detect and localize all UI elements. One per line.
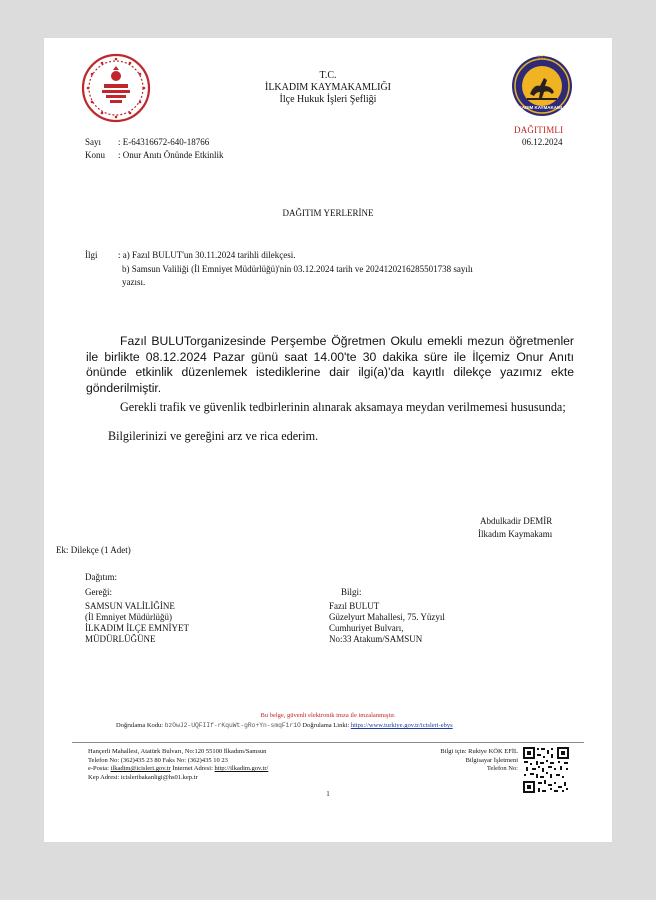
bilgi-line: Cumhuriyet Bulvarı,	[329, 623, 404, 633]
bilgi-label: Bilgi:	[341, 587, 362, 597]
distribution-heading: Dağıtım:	[85, 572, 117, 582]
signature-block	[478, 516, 552, 540]
verification-code: bzOwJ2-UQFIIf-rKquWt-gRo+Yn-smqF1r1O	[164, 722, 301, 729]
kep-address: icisleribakanligi@hs01.kep.tr	[120, 773, 198, 781]
body-paragraph-3: Bilgilerinizi ve gereğini arz ve rica ederim.	[108, 429, 319, 443]
distribution-title: DAĞITIM YERLERİNE	[282, 208, 374, 218]
qr-code-icon	[522, 746, 570, 794]
gerekli-line: İLKADIM İLÇE EMNİYET	[85, 623, 189, 633]
footer-divider	[72, 742, 584, 743]
footer-kep	[88, 774, 268, 783]
header-institution: İLKADIM KAYMAKAMLIĞI	[264, 82, 391, 93]
ilgi-b-line2: yazısı.	[122, 277, 146, 287]
footer-email-web	[88, 765, 268, 774]
email-label: e-Posta:	[88, 765, 109, 772]
signer-title: İlkadım Kaymakamı	[478, 529, 553, 539]
ilgi-b-line1: b) Samsun Valiliği (İl Emniyet Müdürlüğü)'nin 03.12.2024 tarih ve 2024120216285501738 sayılı	[122, 264, 473, 274]
gerekli-label: Gereği:	[85, 587, 112, 597]
logo-top-text: T.C.	[537, 55, 547, 61]
page-number: 1	[326, 790, 330, 798]
ilgi-label: İlgi	[85, 250, 98, 260]
verification-link-label: Doğrulama Linki:	[302, 722, 350, 729]
gerekli-list	[85, 601, 189, 645]
konu-value: : Onur Anıtı Önünde Etkinlik	[118, 150, 224, 160]
web-link[interactable]: http://ilkadim.gov.tr/	[214, 765, 269, 772]
kep-label: Kep Adresi:	[88, 773, 120, 781]
bilgi-line: No:33 Atakum/SAMSUN	[329, 634, 423, 644]
verification-link[interactable]: https://www.turkiye.gov.tr/icisleri-ebys	[350, 722, 453, 729]
footer-contact	[88, 748, 268, 782]
bilgi-line: Güzelyurt Mahallesi, 75. Yüzyıl	[329, 612, 445, 622]
konu-label: Konu	[85, 150, 105, 160]
gerekli-line: (İl Emniyet Müdürlüğü)	[85, 612, 172, 622]
logo-ring-text: İLKADIM KAYMAKAMLIĞI	[514, 105, 570, 110]
info-contact: Bilgi için: Rukiye KÖK EFİL	[440, 748, 518, 755]
verification-line	[116, 722, 453, 731]
gerekli-line: SAMSUN VALİLİĞİNE	[85, 601, 175, 611]
footer-phone: Telefon No: (362)435 23 80 Faks No: (362)435 10 23	[88, 756, 228, 764]
bilgi-line: Fazıl BULUT	[329, 601, 380, 611]
footer-info	[420, 748, 518, 774]
attachment-line: Ek: Dilekçe (1 Adet)	[56, 545, 131, 555]
footer-address: Hançerli Mahallesi, Atatürk Bulvarı, No:120 55100 İlkadım/Samsun	[88, 748, 267, 755]
bilgi-list	[329, 601, 445, 645]
sayi-value: : E-64316672-640-18766	[118, 137, 210, 147]
body-paragraph-2: Gerekli trafik ve güvenlik tedbirlerinin alınarak aksamaya meydan verilmemesi hususunda;	[120, 400, 566, 414]
document-date: 06.12.2024	[522, 137, 563, 147]
gerekli-line: MÜDÜRLÜĞÜNE	[85, 634, 156, 644]
email-link[interactable]: ilkadim@icisleri.gov.tr	[110, 765, 171, 772]
signer-name: Abdulkadir DEMİR	[480, 516, 553, 526]
info-phone: Telefon No:	[486, 765, 518, 772]
district-governorship-logo-icon	[510, 54, 574, 118]
esign-notice: Bu belge, güvenli elektronik imza ile imzalanmıştır.	[260, 712, 396, 719]
header-tc: T.C.	[319, 70, 337, 81]
info-unit: Bilgisayar İşletmeni	[465, 756, 518, 764]
header-unit: İlçe Hukuk İşleri Şefliği	[279, 94, 377, 105]
ministry-emblem-icon	[80, 52, 152, 124]
ilgi-a: : a) Fazıl BULUT'un 30.11.2024 tarihli dilekçesi.	[118, 250, 296, 260]
web-label: İnternet Adresi:	[172, 765, 213, 772]
distribution-stamp: DAĞITIMLI	[514, 125, 564, 135]
sayi-label: Sayı	[85, 137, 102, 147]
body-paragraph-1: Fazıl BULUTorganizesinde Perşembe Öğretmen Okulu emekli mezun öğretmenler ile birlikte 08.12.2024 Pazar günü saat 14.00'te 30 dakika süre ile İlçemiz Onur Anıtı önünde etkinlik düzenlemek istediklerine dair ilgi(a)'da kayıtlı dilekçe yazımız ekte gönderilmiştir.	[86, 334, 574, 395]
verification-code-label: Doğrulama Kodu:	[116, 722, 164, 729]
document-page	[44, 38, 612, 842]
letterhead	[194, 70, 462, 106]
